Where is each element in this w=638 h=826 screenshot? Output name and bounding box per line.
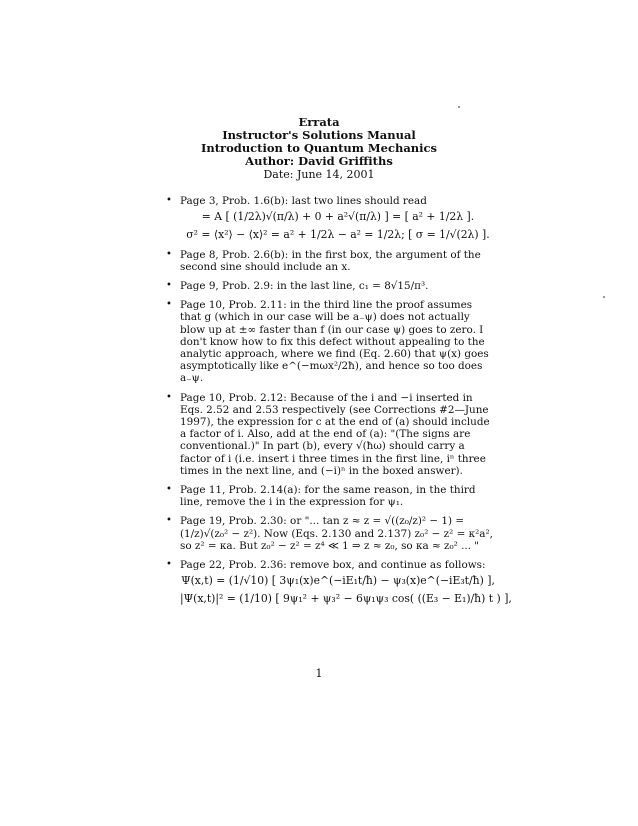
erratum-item	[166, 484, 496, 508]
scan-speck	[458, 106, 460, 108]
erratum-text: Page 8, Prob. 2.6(b): in the first box, the argument of the second sine should include an x.	[180, 248, 481, 273]
erratum-text: Page 19, Prob. 2.30: or "... tan z ≈ z = √((z₀/z)² − 1) = (1/z)√(z₀² − z²). Now (Eqs. 2.130 and 2.137) z₀² − z² = κ²a², so z² = κa. But z₀² − z² = z⁴ ≪ 1 ⇒ z ≈ z₀, so κa ≈ z₀² ... "	[180, 515, 493, 552]
erratum-text: Page 10, Prob. 2.12: Because of the i and −i inserted in Eqs. 2.52 and 2.53 respectively (see Corrections #2—June 1997), the expression for c at the end of (a) should include a factor of i. Also, add at the end of (a): "(The signs are conventional.)" In part (b), every √(ħω) should carry a factor of i (i.e. insert i three times in the first line, iⁿ three times in the next line, and (−i)ⁿ in the boxed answer).	[180, 391, 490, 477]
equation: = A [ (1/2λ)√(π/λ) + 0 + a²√(π/λ) ] = [ a² + 1/2λ ].	[201, 210, 475, 224]
erratum-text: Page 3, Prob. 1.6(b): last two lines should read	[180, 195, 427, 207]
bullet-icon: •	[166, 484, 172, 496]
erratum-text: Page 9, Prob. 2.9: in the last line, c₁ = 8√15/π³.	[180, 280, 429, 293]
bullet-icon: •	[166, 391, 172, 403]
erratum-item	[166, 392, 496, 477]
bullet-icon: •	[166, 248, 172, 260]
header-title: Errata	[298, 115, 340, 129]
page-number: 1	[315, 667, 323, 680]
bullet-icon: •	[166, 515, 172, 527]
document-header	[0, 116, 638, 181]
erratum-item	[166, 249, 496, 273]
header-manual: Instructor's Solutions Manual	[222, 128, 416, 142]
bullet-icon: •	[166, 280, 172, 292]
header-date: Date: June 14, 2001	[263, 168, 375, 181]
scan-speck	[603, 296, 605, 298]
erratum-item	[166, 280, 496, 292]
header-book: Introduction to Quantum Mechanics	[201, 141, 437, 155]
erratum-text: Page 10, Prob. 2.11: in the third line the proof assumes that g (which in our case will be a₋ψ) does not actually blow up at ±∞ faster than f (in our case ψ) goes to zero. I don't know how to fix this defect without appealing to the analytic approach, where we find (Eq. 2.60) that ψ(x) goes asymptotically like e^(−mωx²/2ħ), and hence so too does a₋ψ.	[180, 299, 489, 385]
errata-list	[166, 195, 512, 613]
erratum-item	[166, 515, 496, 552]
bullet-icon: •	[166, 195, 172, 206]
erratum-item	[166, 299, 496, 384]
equation: |Ψ(x,t)|² = (1/10) [ 9ψ₁² + ψ₃² − 6ψ₁ψ₃ cos( ((E₃ − E₁)/ħ) t ) ],	[180, 592, 512, 606]
equation: Ψ(x,t) = (1/√10) [ 3ψ₁(x)e^(−iE₁t/ħ) − ψ₃(x)e^(−iE₃t/ħ) ],	[181, 574, 495, 588]
erratum-text: Page 22, Prob. 2.36: remove box, and continue as follows:	[180, 559, 486, 572]
erratum-item	[166, 195, 496, 242]
bullet-icon: •	[166, 559, 172, 571]
erratum-item	[166, 559, 512, 606]
bullet-icon: •	[166, 299, 172, 311]
header-author: Author: David Griffiths	[245, 154, 393, 168]
erratum-text: Page 11, Prob. 2.14(a): for the same reason, in the third line, remove the i in the expression for ψ₁.	[180, 484, 476, 509]
equation: σ² = ⟨x²⟩ − ⟨x⟩² = a² + 1/2λ − a² = 1/2λ; [ σ = 1/√(2λ) ].	[186, 228, 490, 242]
